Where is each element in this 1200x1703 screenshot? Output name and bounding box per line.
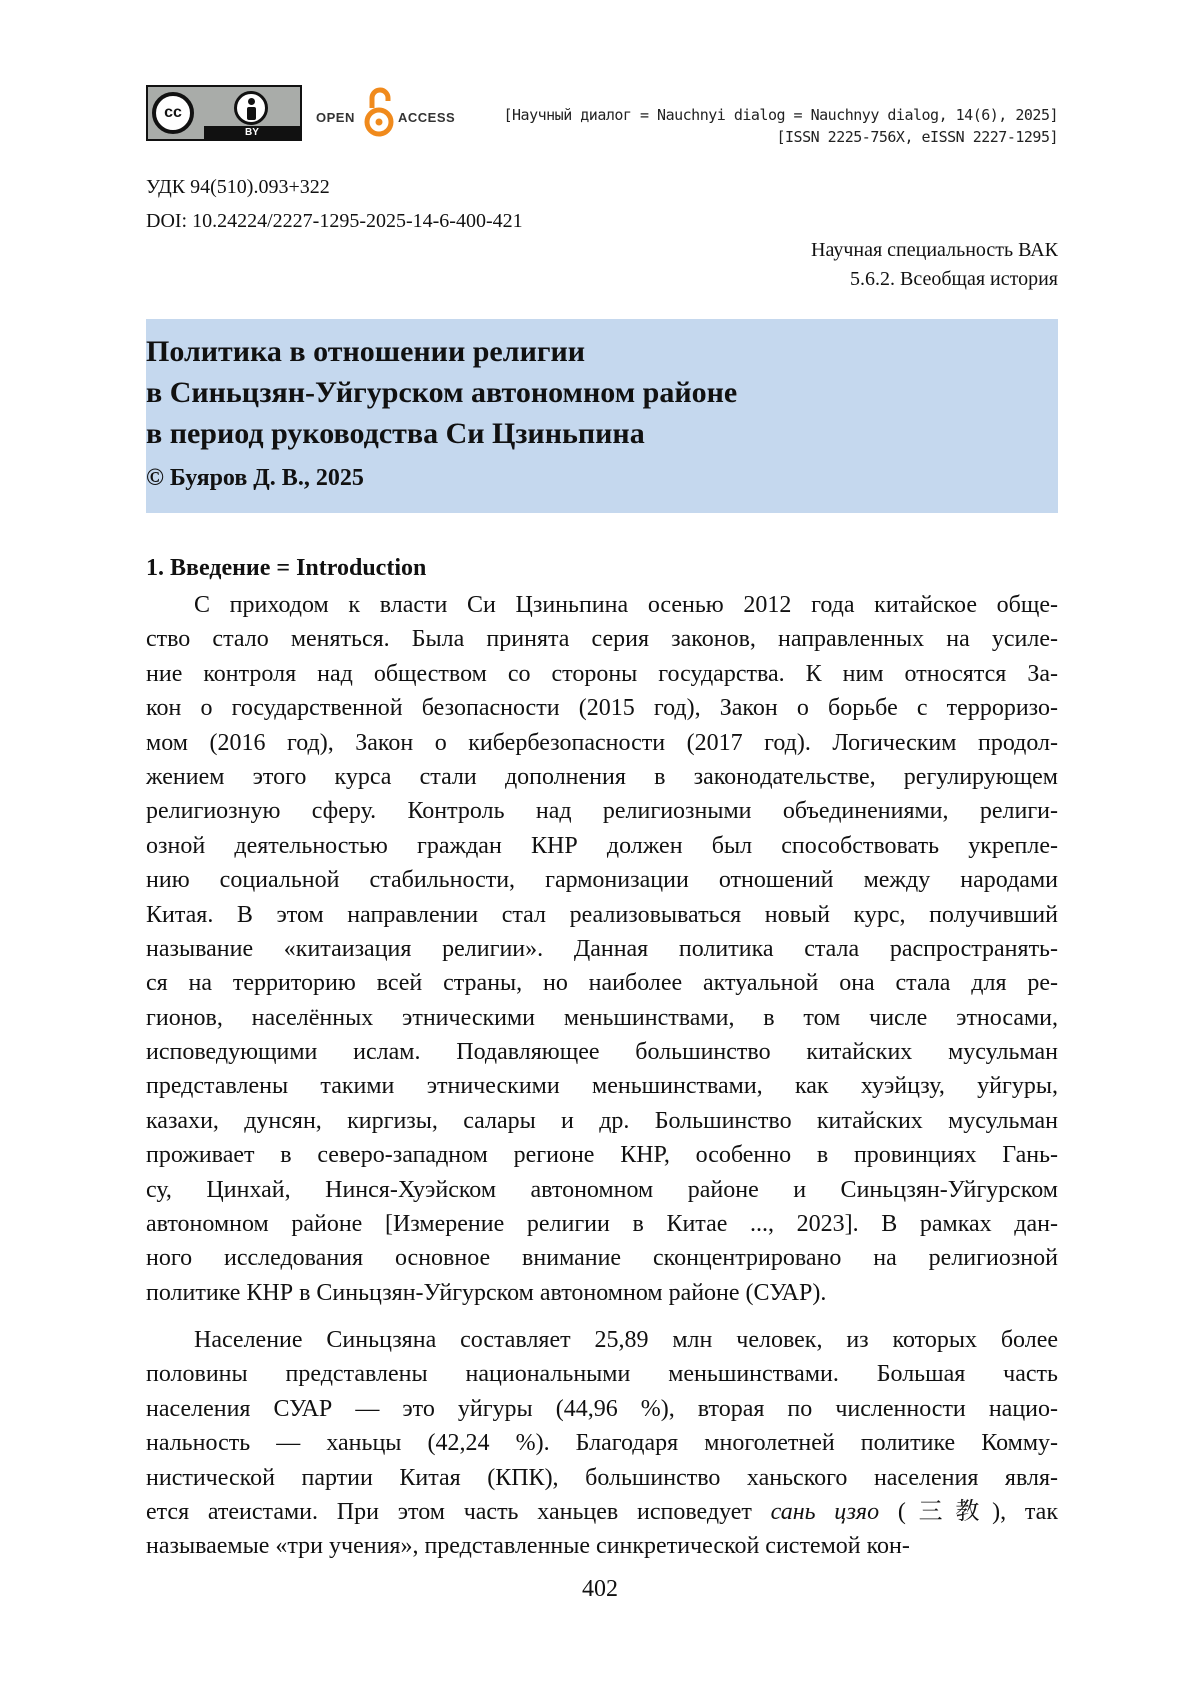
italic-term: сань цзяо — [770, 1498, 880, 1525]
creative-commons-icon: cc — [152, 92, 194, 134]
vak-specialty — [811, 236, 1058, 294]
text-line: Китая. В этом направлении стал реализовываться новый курс, получивший — [146, 901, 1058, 928]
article-title — [146, 331, 737, 454]
author-copyright: © Буяров Д. В., 2025 — [146, 465, 364, 491]
text-line: ется атеистами. При этом часть ханьцев исповедует сань цзяо (三教), так — [146, 1498, 1058, 1525]
text-line: жением этого курса стали дополнения в законодательстве, регулирующем — [146, 763, 1058, 790]
title-block — [146, 319, 1058, 513]
text-line: называние «китаизация религии». Данная политика стала распространять- — [146, 935, 1058, 962]
title-line: в Синьцзян-Уйгурском автономном районе — [146, 376, 738, 409]
section-heading: 1. Введение = Introduction — [146, 555, 427, 581]
udk-code: УДК 94(510).093+322 — [146, 176, 330, 198]
text-line: казахи, дунсян, киргизы, салары и др. Большинство китайских мусульман — [146, 1107, 1058, 1134]
journal-citation — [504, 104, 1059, 148]
text-line: автономном районе [Измерение религии в Китае ..., 2023]. В рамках дан- — [146, 1211, 1058, 1238]
open-access-left-text: OPEN — [316, 110, 355, 125]
text-line: су, Цинхай, Нинся-Хуэйском автономном районе и Синьцзян-Уйгурском — [146, 1176, 1058, 1203]
paragraph-2 — [146, 1323, 1058, 1564]
text-line: мом (2016 год), Закон о кибербезопасности (2017 год). Логическим продол- — [146, 729, 1058, 756]
text-line: политике КНР в Синьцзян-Уйгурском автономном районе (СУАР). — [146, 1279, 827, 1306]
text-line: нистической партии Китая (КПК), большинство ханьского населения явля- — [146, 1464, 1058, 1491]
cc-by-license-badge — [146, 85, 302, 141]
text-line: исповедующими ислам. Подавляющее большинство китайских мусульман — [146, 1039, 1058, 1066]
text-line: религиозную сферу. Контроль над религиозными объединениями, религи- — [146, 798, 1058, 825]
text-line: ся на территорию всей страны, но наиболее актуальной она стала для ре- — [146, 970, 1058, 997]
open-access-logo — [316, 84, 466, 142]
text-line: озной деятельностью граждан КНР должен был способствовать укрепле- — [146, 832, 1058, 859]
open-lock-icon — [364, 86, 394, 138]
text-line: нальность — ханьцы (42,24 %). Благодаря многолетней политике Комму- — [146, 1430, 1058, 1457]
journal-line-2: [ISSN 2225-756X, eISSN 2227-1295] — [776, 128, 1058, 146]
paragraph-1 — [146, 588, 1058, 1310]
text-line: проживает в северо-западном регионе КНР, особенно в провинциях Гань- — [146, 1142, 1058, 1169]
journal-line-1: [Научный диалог = Nauchnyi dialog = Nauchnyy dialog, 14(6), 2025] — [503, 106, 1058, 124]
attribution-person-icon — [234, 91, 268, 125]
open-access-right-text: ACCESS — [398, 110, 456, 125]
text-line: ство стало меняться. Была принята серия законов, направленных на усиле- — [146, 626, 1058, 653]
text-line: гионов, населённых этническими меньшинствами, в том числе этносами, — [146, 1004, 1058, 1031]
text-line: нию социальной стабильности, гармонизации отношений между народами — [146, 867, 1058, 894]
text-line: Население Синьцзяна составляет 25,89 млн человек, из которых более — [194, 1327, 1058, 1353]
title-line: Политика в отношении религии — [146, 335, 586, 368]
page-number: 402 — [582, 1576, 618, 1602]
vak-specialty-value: 5.6.2. Всеобщая история — [850, 268, 1058, 290]
text-line: ного исследования основное внимание сконцентрировано на религиозной — [146, 1245, 1058, 1272]
vak-specialty-label: Научная специальность ВАК — [811, 239, 1058, 261]
text-line: половины представлены национальными меньшинствами. Большая часть — [146, 1361, 1058, 1388]
text-line: С приходом к власти Си Цзиньпина осенью 2012 года китайское обще- — [194, 592, 1058, 618]
by-label: BY — [204, 126, 300, 139]
text-line: кон о государственной безопасности (2015 год), Закон о борьбе с терроризо- — [146, 695, 1058, 722]
text-line: называемые «три учения», представленные синкретической системой кон- — [146, 1533, 910, 1560]
title-line: в период руководства Си Цзиньпина — [146, 417, 645, 450]
doi: DOI: 10.24224/2227-1295-2025-14-6-400-421 — [146, 210, 523, 232]
text-line: представлены такими этническими меньшинствами, как хуэйцзу, уйгуры, — [146, 1073, 1058, 1100]
text-line: ние контроля над обществом со стороны государства. К ним относятся За- — [146, 660, 1058, 687]
text-line: населения СУАР — это уйгуры (44,96 %), вторая по численности нацио- — [146, 1395, 1058, 1422]
